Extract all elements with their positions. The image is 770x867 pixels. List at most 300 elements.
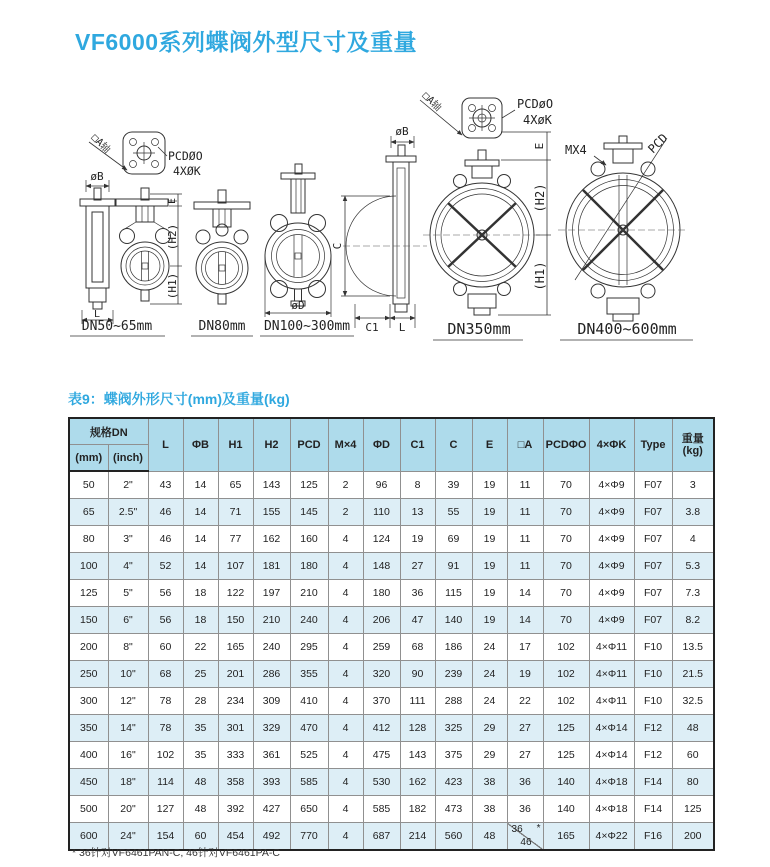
table-cell: 4×Φ9 (589, 607, 634, 634)
table-cell: F07 (634, 471, 672, 499)
table-cell: 70 (543, 607, 589, 634)
table-cell: 71 (218, 499, 253, 526)
table-cell: 4×Φ14 (589, 715, 634, 742)
dim-label-phi-b-left: øB (90, 170, 104, 183)
table-cell: 24 (472, 661, 507, 688)
table-cell: 80 (672, 769, 714, 796)
dim-label-e-right: E (533, 142, 546, 150)
table-cell: 423 (435, 769, 472, 796)
table-cell: 181 (253, 553, 290, 580)
table-cell: 585 (290, 769, 328, 796)
table-cell: 36 (507, 796, 543, 823)
table-cell: 4×Φ11 (589, 688, 634, 715)
table-cell: 393 (253, 769, 290, 796)
table-row (69, 688, 714, 715)
table-row (69, 580, 714, 607)
table-cell: 114 (148, 769, 183, 796)
table-cell: 48 (472, 823, 507, 851)
col-header-c1: C1 (400, 418, 435, 471)
table-cell: 102 (543, 634, 589, 661)
table-cell: 259 (363, 634, 400, 661)
table-cell: 50 (69, 471, 108, 499)
table-cell: 47 (400, 607, 435, 634)
table-row (69, 634, 714, 661)
table-cell: 14 (183, 499, 218, 526)
table-cell: 13.5 (672, 634, 714, 661)
dim-label-h1-left: (H1) (166, 272, 179, 300)
table-cell: 70 (543, 499, 589, 526)
table-cell: 27 (400, 553, 435, 580)
col-header-phi-b: ΦB (183, 418, 218, 471)
drawing-dn50-65-side-view (80, 170, 115, 324)
table-cell: 24 (472, 634, 507, 661)
table-cell: 69 (435, 526, 472, 553)
table-cell: 560 (435, 823, 472, 851)
table-cell: 125 (290, 471, 328, 499)
table-cell: 475 (363, 742, 400, 769)
table-cell: 234 (218, 688, 253, 715)
annotation-square-shaft-left: □A轴 (88, 132, 113, 156)
table-cell: 17 (507, 634, 543, 661)
dim-label-phi-b-mid: øB (395, 125, 409, 138)
table-cell: 14" (108, 715, 148, 742)
drawing-dn100-300-front-view (265, 164, 331, 317)
table-cell: 600 (69, 823, 108, 851)
table-row (69, 553, 714, 580)
col-header-weight-unit: (kg) (682, 444, 703, 457)
table-cell: 18 (183, 580, 218, 607)
table-cell: 350 (69, 715, 108, 742)
label-dn350: DN350mm (447, 320, 511, 338)
dim-label-h2-right: (H2) (533, 183, 547, 213)
table-cell: 56 (148, 580, 183, 607)
table-cell: 140 (435, 607, 472, 634)
table-cell: 11 (507, 471, 543, 499)
table-cell: 5" (108, 580, 148, 607)
label-dn400-600: DN400~600mm (577, 320, 677, 338)
table-cell: 27 (507, 742, 543, 769)
col-header-e: E (472, 418, 507, 471)
split-cell (508, 823, 543, 849)
dimensions-table (68, 417, 715, 851)
table-cell: F10 (634, 634, 672, 661)
table-cell: 4 (328, 634, 363, 661)
split-cell-star: * (536, 823, 541, 834)
footnote: * 36针对VF6461PAN-C, 46针对VF6461PA-C (72, 847, 280, 859)
table-cell: 4×Φ11 (589, 634, 634, 661)
table-cell: 25 (183, 661, 218, 688)
table-cell: 38 (472, 769, 507, 796)
col-header-h2: H2 (253, 418, 290, 471)
table-cell: 4 (328, 580, 363, 607)
table-wrapper (68, 417, 713, 851)
table-cell: 370 (363, 688, 400, 715)
table-cell: 102 (543, 661, 589, 688)
col-header-h1: H1 (218, 418, 253, 471)
dim-label-c1-mid: C1 (365, 321, 379, 334)
table-cell: 46 (148, 499, 183, 526)
table-cell: 585 (363, 796, 400, 823)
table-cell: 687 (363, 823, 400, 851)
col-header-phi-d: ΦD (363, 418, 400, 471)
label-dn80: DN80mm (198, 319, 246, 334)
table-cell: 78 (148, 688, 183, 715)
table-cell: 2.5" (108, 499, 148, 526)
table-cell: 13 (400, 499, 435, 526)
table-cell: 3" (108, 526, 148, 553)
table-cell: 165 (218, 634, 253, 661)
table-cell: 19 (472, 580, 507, 607)
table-cell: 295 (290, 634, 328, 661)
table-cell: 60 (148, 634, 183, 661)
table-cell: 65 (69, 499, 108, 526)
table-cell: 128 (400, 715, 435, 742)
table-cell: 160 (290, 526, 328, 553)
label-dn50-65: DN50~65mm (81, 319, 153, 334)
table-cell: 68 (400, 634, 435, 661)
table-cell: 201 (218, 661, 253, 688)
table-cell: F07 (634, 553, 672, 580)
table-cell: 148 (363, 553, 400, 580)
table-cell: 100 (69, 553, 108, 580)
table-cell: 325 (435, 715, 472, 742)
table-cell: 48 (672, 715, 714, 742)
table-cell: 214 (400, 823, 435, 851)
table-cell: 90 (400, 661, 435, 688)
table-cell: 115 (435, 580, 472, 607)
col-header-4-phi-k: 4×ΦK (589, 418, 634, 471)
table-cell: 124 (363, 526, 400, 553)
table-cell: 309 (253, 688, 290, 715)
table-cell: 11 (507, 499, 543, 526)
table-cell: 19 (472, 526, 507, 553)
col-header-spec-dn: 规格DN (69, 418, 148, 445)
table-cell: 450 (69, 769, 108, 796)
dim-label-phi-d: øD (291, 299, 305, 312)
drawing-dn100-300-side-view (331, 125, 427, 334)
drawing-dn50-65-pad-top-view (89, 131, 203, 178)
table-cell: 111 (400, 688, 435, 715)
table-cell: 165 (543, 823, 589, 851)
table-cell: 19 (472, 499, 507, 526)
table-cell: 125 (69, 580, 108, 607)
page-title: VF6000系列蝶阀外型尺寸及重量 (75, 29, 418, 55)
table-cell: 525 (290, 742, 328, 769)
table-row (69, 742, 714, 769)
table-cell: 14 (507, 580, 543, 607)
table-cell: 4×Φ9 (589, 471, 634, 499)
table-cell: F16 (634, 823, 672, 851)
table-cell: 16" (108, 742, 148, 769)
table-cell: 155 (253, 499, 290, 526)
table-cell: 4 (328, 742, 363, 769)
table-cell: 4 (328, 796, 363, 823)
table-row (69, 715, 714, 742)
table-cell: 427 (253, 796, 290, 823)
table-cell: F10 (634, 688, 672, 715)
annotation-pcd-left: PCDØO (168, 149, 203, 163)
table-cell: F07 (634, 499, 672, 526)
dim-label-h1-right: (H1) (533, 261, 547, 291)
table-cell: 11 (507, 526, 543, 553)
table-cell: 8" (108, 634, 148, 661)
table-cell: 14 (183, 553, 218, 580)
table-cell: 154 (148, 823, 183, 851)
table-cell: 4×Φ14 (589, 742, 634, 769)
table-cell: 470 (290, 715, 328, 742)
table-cell: 18 (183, 607, 218, 634)
table-cell: 180 (290, 553, 328, 580)
table-cell: 197 (253, 580, 290, 607)
table-cell: 48 (183, 796, 218, 823)
table-cell: 4×Φ22 (589, 823, 634, 851)
table-cell: F07 (634, 607, 672, 634)
table-cell: 143 (253, 471, 290, 499)
table-cell: 14 (183, 471, 218, 499)
table-cell: 24" (108, 823, 148, 851)
table-cell: 70 (543, 553, 589, 580)
col-header-mm: (mm) (69, 445, 108, 472)
table-cell: 4×Φ18 (589, 796, 634, 823)
table-row (69, 471, 714, 499)
table-cell: 18" (108, 769, 148, 796)
table-cell: 392 (218, 796, 253, 823)
table-cell: 70 (543, 580, 589, 607)
valve-drawings-svg (55, 80, 725, 350)
table-cell: 5.3 (672, 553, 714, 580)
col-header-weight (672, 418, 714, 471)
table-cell: 200 (69, 634, 108, 661)
table-cell: 32.5 (672, 688, 714, 715)
table-cell: 70 (543, 526, 589, 553)
table-cell: 102 (543, 688, 589, 715)
dim-label-h2-left: (H2) (166, 223, 179, 251)
table-cell: 145 (290, 499, 328, 526)
table-cell: 127 (148, 796, 183, 823)
split-cell-top: 36 (511, 824, 523, 835)
table-cell: 143 (400, 742, 435, 769)
table-cell: 4×Φ9 (589, 526, 634, 553)
col-header-square-a: □A (507, 418, 543, 471)
table-cell: 36 (507, 769, 543, 796)
table-cell: 96 (363, 471, 400, 499)
table-cell: 22 (183, 634, 218, 661)
table-cell: 68 (148, 661, 183, 688)
table-cell: 10" (108, 661, 148, 688)
table-cell: 22 (507, 688, 543, 715)
table-cell: 150 (69, 607, 108, 634)
table-row (69, 499, 714, 526)
col-header-inch: (inch) (108, 445, 148, 472)
table-cell: 14 (183, 526, 218, 553)
table-cell: 355 (290, 661, 328, 688)
annotation-pcd-right: PCDøO (517, 97, 554, 111)
table-cell: 4×Φ11 (589, 661, 634, 688)
table-cell: 358 (218, 769, 253, 796)
table-cell: 70 (543, 471, 589, 499)
table-cell: 125 (543, 742, 589, 769)
table-cell: 400 (69, 742, 108, 769)
annotation-bolts-left: 4XØK (173, 164, 201, 178)
table-cell: 454 (218, 823, 253, 851)
table-cell: 375 (435, 742, 472, 769)
table-cell: 162 (400, 769, 435, 796)
table-cell: 180 (363, 580, 400, 607)
table-cell: 200 (672, 823, 714, 851)
table-cell: 210 (290, 580, 328, 607)
table-cell: 7.3 (672, 580, 714, 607)
table-cell: 4 (328, 715, 363, 742)
table-cell: 52 (148, 553, 183, 580)
table-cell: 250 (69, 661, 108, 688)
table-cell: 125 (543, 715, 589, 742)
table-cell: 140 (543, 796, 589, 823)
table-cell: 2" (108, 471, 148, 499)
table-cell: 19 (472, 553, 507, 580)
table-cell: F10 (634, 661, 672, 688)
table-caption: 表9：蝶阀外形尺寸(mm)及重量(kg) (68, 391, 290, 407)
split-cell-bottom: 46 (520, 837, 532, 848)
table-cell: 4 (328, 661, 363, 688)
table-cell: F12 (634, 715, 672, 742)
table-cell: 4 (328, 769, 363, 796)
valve-drawings (55, 80, 725, 352)
drawing-labels (70, 319, 693, 340)
table-cell: F14 (634, 796, 672, 823)
table-cell: 29 (472, 715, 507, 742)
table-cell: F14 (634, 769, 672, 796)
table-cell: 4×Φ9 (589, 580, 634, 607)
table-cell: 80 (69, 526, 108, 553)
table-cell: 29 (472, 742, 507, 769)
table-cell: 361 (253, 742, 290, 769)
table-cell: 107 (218, 553, 253, 580)
table-cell: 46 (148, 526, 183, 553)
drawing-dn50-65-front-view (116, 188, 182, 304)
col-header-mx4: M×4 (328, 418, 363, 471)
table-cell: 35 (183, 715, 218, 742)
table-cell: 36 (400, 580, 435, 607)
col-header-c: C (435, 418, 472, 471)
table-cell: 125 (672, 796, 714, 823)
table-row (69, 526, 714, 553)
table-cell (507, 823, 543, 851)
table-cell: 182 (400, 796, 435, 823)
table-cell: 122 (218, 580, 253, 607)
header-row-top (69, 418, 714, 445)
table-cell: 300 (69, 688, 108, 715)
table-cell: 78 (148, 715, 183, 742)
table-cell: 6" (108, 607, 148, 634)
table-cell: 4×Φ9 (589, 499, 634, 526)
table-cell: 19 (507, 661, 543, 688)
drawing-dn80-front-view (194, 190, 250, 304)
table-cell: 48 (183, 769, 218, 796)
table-cell: 3 (672, 471, 714, 499)
dim-label-l-left: L (93, 309, 101, 320)
table-cell: 2 (328, 471, 363, 499)
table-cell: 55 (435, 499, 472, 526)
dim-label-l-mid: L (398, 321, 406, 334)
dim-label-c-mid: C (331, 242, 344, 250)
table-cell: 12" (108, 688, 148, 715)
dim-label-e-left: E (167, 197, 178, 205)
table-cell: 4 (328, 823, 363, 851)
annotation-mx4: MX4 (565, 143, 587, 157)
table-cell: F07 (634, 526, 672, 553)
table-cell: 8.2 (672, 607, 714, 634)
table-cell: 286 (253, 661, 290, 688)
table-cell: 4×Φ18 (589, 769, 634, 796)
table-cell: 500 (69, 796, 108, 823)
col-header-type: Type (634, 418, 672, 471)
table-cell: 56 (148, 607, 183, 634)
table-cell: 2 (328, 499, 363, 526)
col-header-pcd-phi-o: PCDΦO (543, 418, 589, 471)
table-row (69, 607, 714, 634)
table-cell: 4 (328, 688, 363, 715)
table-cell: F07 (634, 580, 672, 607)
table-cell: 8 (400, 471, 435, 499)
table-cell: 162 (253, 526, 290, 553)
table-cell: 240 (253, 634, 290, 661)
table-cell: 11 (507, 553, 543, 580)
table-cell: 530 (363, 769, 400, 796)
table-cell: 35 (183, 742, 218, 769)
annotation-square-shaft-right: □A轴 (419, 90, 444, 114)
table-cell: 28 (183, 688, 218, 715)
table-cell: F12 (634, 742, 672, 769)
table-cell: 4×Φ9 (589, 553, 634, 580)
table-cell: 329 (253, 715, 290, 742)
drawing-dn400-600 (558, 131, 688, 321)
table-cell: 77 (218, 526, 253, 553)
table-cell: 240 (290, 607, 328, 634)
table-cell: 38 (472, 796, 507, 823)
table-cell: 473 (435, 796, 472, 823)
table-cell: 19 (472, 471, 507, 499)
table-row (69, 769, 714, 796)
table-cell: 4 (672, 526, 714, 553)
label-dn100-300: DN100~300mm (263, 319, 351, 334)
table-cell: 492 (253, 823, 290, 851)
table-cell: 650 (290, 796, 328, 823)
table-cell: 110 (363, 499, 400, 526)
table-cell: 60 (672, 742, 714, 769)
table-cell: 19 (472, 607, 507, 634)
table-cell: 412 (363, 715, 400, 742)
table-cell: 210 (253, 607, 290, 634)
annotation-pcd-diag: PCD (645, 130, 671, 157)
table-cell: 4 (328, 526, 363, 553)
table-cell: 206 (363, 607, 400, 634)
table-cell: 43 (148, 471, 183, 499)
table-cell: 333 (218, 742, 253, 769)
table-cell: 150 (218, 607, 253, 634)
table-cell: 239 (435, 661, 472, 688)
table-cell: 102 (148, 742, 183, 769)
table-cell: 4 (328, 553, 363, 580)
table-cell: 301 (218, 715, 253, 742)
table-cell: 14 (507, 607, 543, 634)
table-cell: 60 (183, 823, 218, 851)
table-cell: 4" (108, 553, 148, 580)
table-cell: 770 (290, 823, 328, 851)
table-cell: 320 (363, 661, 400, 688)
col-header-pcd: PCD (290, 418, 328, 471)
table-cell: 65 (218, 471, 253, 499)
table-cell: 27 (507, 715, 543, 742)
